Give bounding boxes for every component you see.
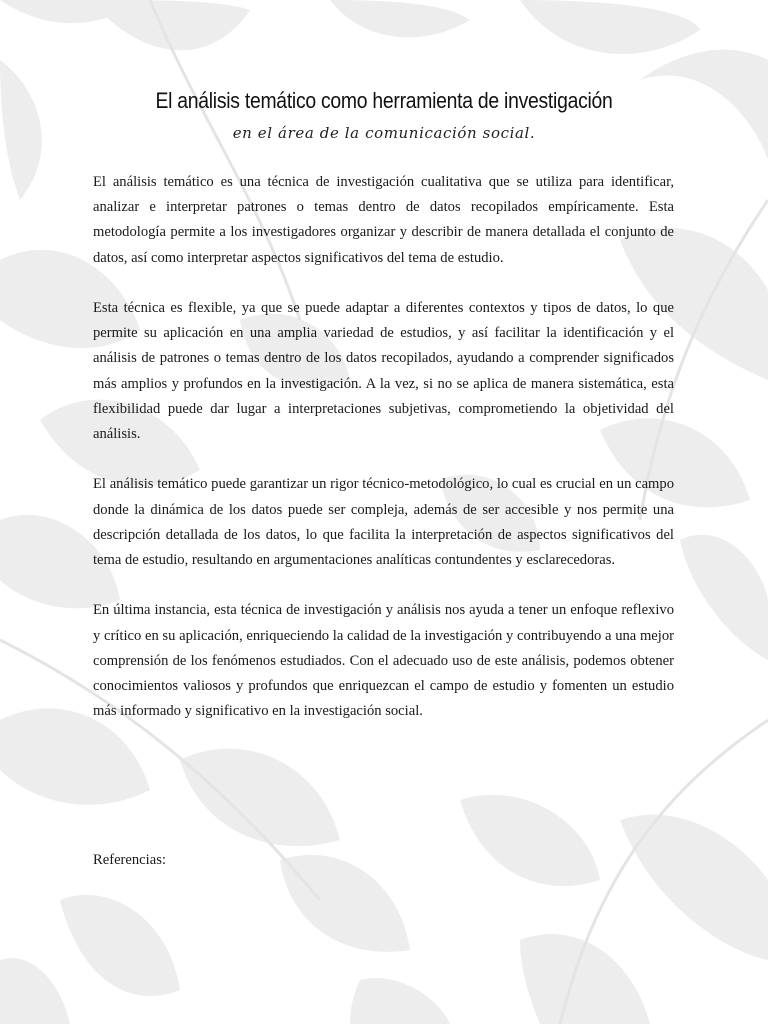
paragraph-3: El análisis temático puede garantizar un rigor técnico-metodológico, lo cual es crucial en un campo donde la dinámica de los datos puede ser compleja, además de ser accesible y nos permite una descripción detallada de los datos, lo que facilita la interpretación de aspectos significativos del tema de estudio, resultando en argumentaciones analíticas contundentes y esclarecedoras. — [93, 476, 674, 569]
paragraph-1: El análisis temático es una técnica de investigación cualitativa que se utiliza para identificar, analizar e interpretar patrones o temas dentro de datos recopilados empíricamente. Esta metodología permite a los investigadores organizar y describir de manera detallada el conjunto de datos, así como interpretar aspectos significativos del tema de estudio. — [93, 174, 674, 266]
references-heading: Referencias: — [93, 852, 166, 868]
paragraph-2: Esta técnica es flexible, ya que se puede adaptar a diferentes contextos y tipos de datos, lo que permite su aplicación en una amplia variedad de estudios, y así facilitar la identificación y el análisis de patrones o temas dentro de los datos recopilados, ayudando a comprender significados más amplios y profundos en la investigación. A la vez, si no se aplica de manera sistemática, esta flexibilidad puede dar lugar a interpretaciones subjetivas, comprometiendo la objetividad del análisis. — [93, 300, 674, 443]
document-title: El análisis temático como herramienta de investigación — [155, 88, 613, 113]
paragraph-4: En última instancia, esta técnica de investigación y análisis nos ayuda a tener un enfoque reflexivo y crítico en su aplicación, enriqueciendo la calidad de la investigación y contribuyendo a una mejor comprensión de los fenómenos estudiados. Con el adecuado uso de este análisis, podemos obtener conocimientos valiosos y profundos que enriquezcan el campo de estudio y fomenten un estudio más informado y significativo en la investigación social. — [93, 602, 674, 720]
document-body — [93, 170, 674, 750]
document-subtitle: en el área de la comunicación social. — [232, 124, 536, 142]
